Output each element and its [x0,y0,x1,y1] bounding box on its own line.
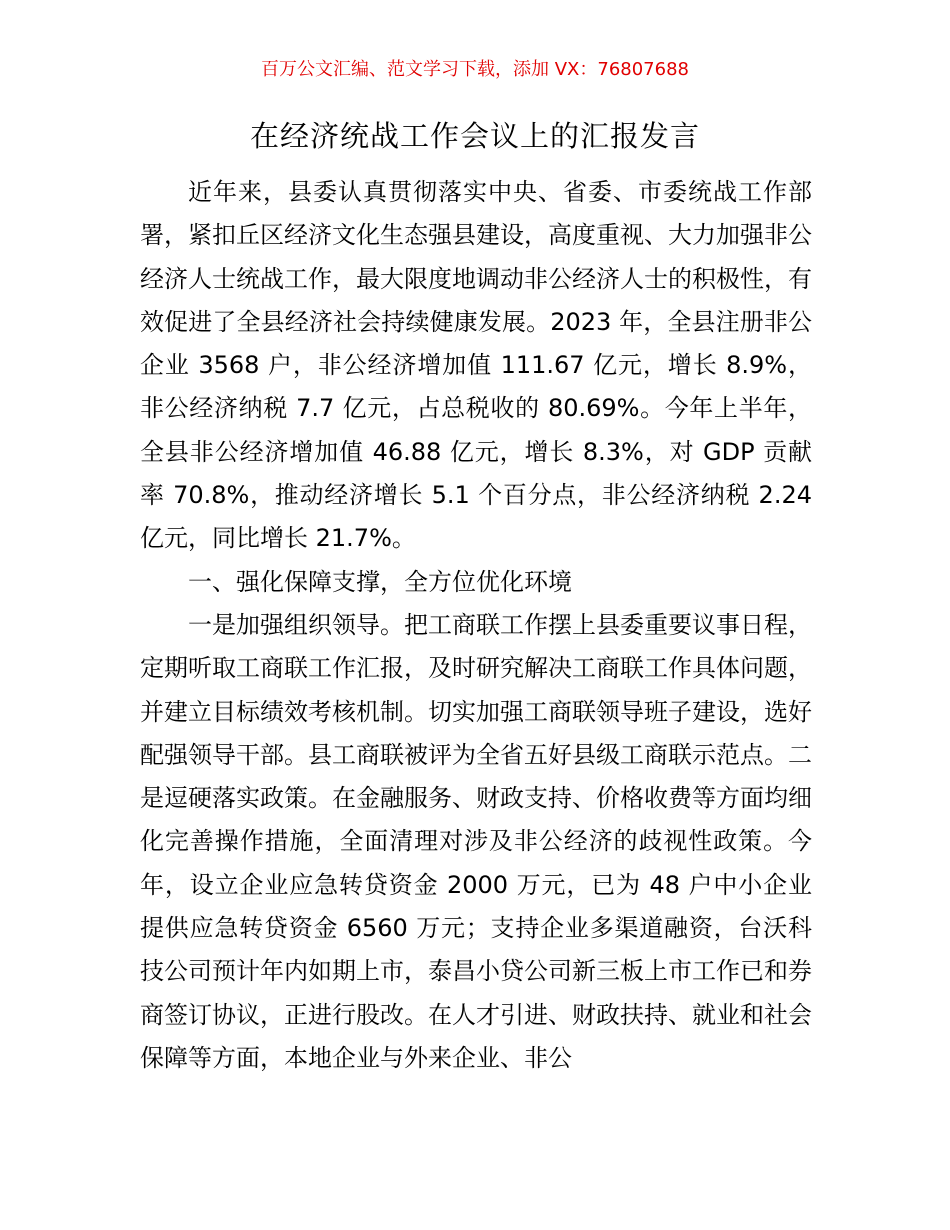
paragraph-intro: 近年来，县委认真贯彻落实中央、省委、市委统战工作部署，紧扣丘区经济文化生态强县建设，高度重视、大力加强非公经济人士统战工作，最大限度地调动非公经济人士的积极性，有效促进了全县经济社会持续健康发展。2023 年，全县注册非公企业 3568 户，非公经济增加值 111.67 亿元，增长 8.9%，非公经济纳税 7.7 亿元，占总税收的 80.69%。今年上半年，全县非公经济增加值 46.88 亿元，增长 8.3%，对 GDP 贡献率 70.8%，推动经济增长 5.1 个百分点，非公经济纳税 2.24 亿元，同比增长 21.7%。 [140,178,812,553]
page-title: 在经济统战工作会议上的汇报发言 [249,119,700,153]
paragraph-section-1: 一是加强组织领导。把工商联工作摆上县委重要议事日程，定期听取工商联工作汇报，及时研究解决工商联工作具体问题，并建立目标绩效考核机制。切实加强工商联领导班子建设，选好配强领导干部。县工商联被评为全省五好县级工商联示范点。二是逗硬落实政策。在金融服务、财政支持、价格收费等方面均细化完善操作措施，全面清理对涉及非公经济的歧视性政策。今年，设立企业应急转贷资金 2000 万元，已为 48 户中小企业提供应急转贷资金 6560 万元；支持企业多渠道融资，台沃科技公司预计年内如期上市，泰昌小贷公司新三板上市工作已和券商签订协议，正进行股改。在人才引进、财政扶持、就业和社会保障等方面，本地企业与外来企业、非公 [140,610,812,1072]
header-note: 百万公文汇编、范文学习下载，添加 VX：76807688 [261,59,689,80]
document-body [140,171,812,1080]
section-heading: 一、强化保障支撑，全方位优化环境 [188,567,572,596]
